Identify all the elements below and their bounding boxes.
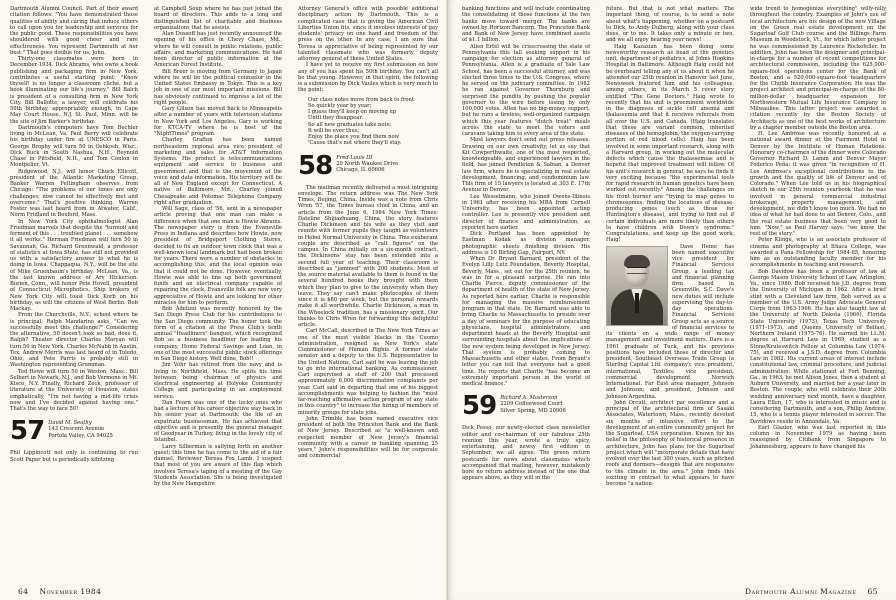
- paragraph: Bob Davidow has been a professor of law at George Mason University School of Law, Arlington, Va., since 1980. Bob received his J.D. degree from the University of Michigan in 1962. After a brief stint with a Cleveland law firm, Bob served as a member of the U.S. Army Judge Advocate General Corps from 1963-1966. He has also taught law at the University of North Dakota (1966), Florida State University (1973), Texas Tech University (1971-1973), and Queens University of Belfast, Northern Ireland (1975-76). He earned his LL.M. degree at Harvard Law in 1969, studied as a Stone/Kruleswitch Fellow at Columbia Law (1974-75), and received a J.S.D. degree from Columbia Law in 1982. His current areas of interest include constitutional law, criminal procedure, and judicial administration. While stationed at Fort Benning, Ga., in 1963, he met Alison Jones, then a student at Auburn University, and married her a year later in Boston. The couple, who will celebrate their 20th wedding anniversary next month, have a daughter, Laura Ellen, 17, who is interested in music and is considering Dartmouth, and a son, Philip Andrew, 15, who is a tennis player interested in soccer. The Davidows reside in Annandale, Va.: [750, 268, 886, 425]
- class-year: 57: [10, 416, 45, 447]
- paragraph: Ted Rowe will turn 50 in Weston, Mass., Bill Selbert in Newark, N.J., and Bob Vermone in Mt. Kisco, N.Y. Finally, Richard Zeck, professor of literature at the University of Houston, states emphatically, "I'm not having a mid-life crisis now and I've decided against having one." That's the way to face 50!: [10, 368, 139, 412]
- class-year: 59: [462, 391, 497, 422]
- paragraph: Alan Dossoff has just recently announced the opening of his office in Chevy Chase, Md., where he will consult in public relations, public affairs, and marketing communications. He had been director of public information at the American Forest Institute.: [154, 31, 282, 69]
- secretary-name: David M. Seathy: [48, 420, 92, 427]
- paragraph: Dan Fearn was one of the lucky ones who had a lecture of his career objective way back in his senior year at Dartmouth: the life of an expatriate businessman. He has achieved that objective and is presently the general manager of Goodyear in Turkey, living in the lovely city of Istanbul.: [154, 399, 282, 444]
- paragraph: The mailman recently delivered a most intriguing envelope. The return address was The New York Times, Beijing, China. Inside was a note from Chris Wren '57, the Times bureau chief in China, and an article from the June 6, 1984 New York Times: Dateline Shijiazhuang, China, the story features Charlie Dickinson and his wife as they visit and reunite with former pupils they taught as volunteers in Hebei Normal University in China. This exuberant couple are described as "cult figures" on the campus. In China initially on a six-month contract, the Dickinsons' stay has been extended into a second full year of teaching. Their classroom is described as "jammed" with 200 students. Most of the source material available to them is found in the several hundred books they brought with them which they plan to give to the university when they leave. They say can't make photocopies of them since it is $80 per week, but the personal rewards make it all worthwhile. Charlie Dickinson, a man in the Wheelock tradition, has a missionary spirit. Our thanks to Chris Wren for forwarding this delightful article.: [298, 184, 438, 328]
- paragraph: John Orcutt, architect par excellence and a principal of the architectural firm of Sasaki Associates, Watertown, Mass., recently devoted six months of intensive effort to the development of an entire community project for the Sugarloaf, USA corporation. Known for his belief in the philosophy of historical presence in architecture, John has plans for the Sugarloaf project which will "incorporate details that have evolved over the last 300 years, such as pitched roofs and dormers—designs that are responsive to the climate in the area." John finds this exciting in contrast to what appears to have become "a nation-: [606, 399, 734, 487]
- left-page-number: 64: [18, 587, 29, 596]
- paragraph: H. Lee Ambrose was recently honored at a national award dinner at the Fairmont Hotel in Denver by the Institute of Human Relations. Honorary co-chairmen of the dinner were Colorado Governor Richard D. Lamm and Denver Mayor Federico Peña; it was given "in recognition of H. Lee Ambrose's exceptional contributions to the growth and the quality of life of Denver and of Colorado." When Lee told us in his biographical sketch in our 25th reunion yearbook that he was involved in general commercial industrial brokerage, property management, and development, we didn't know too much. We had no idea of what he had done to aid Denver, Colo., and the real estate business that been very good to him. "Now," as Paul Harvey says, "we know the rest of the story.": [750, 131, 886, 237]
- paragraph: Dave Heine has been named executive vice president for Financial Services Group, a leading tax and financial planning firm based in Greenville, S.C. Dave's new duties will include supervising the day-to-day operations. Financial Services Group acts as a source of financial services to its clients on a wide range of money management and investment matters. Dave is a 1961 graduate of Tuck, and his previous positions have included those of director and president, Southeast Overseas Trade Group (a Sterling Capital Ltd. company); vice president, international, Textiles; vice president, commercial development, Norwich International. Far East area manager, Johnson and Johnson; and president, Johnson and Johnson Argentina.: [606, 243, 734, 400]
- paragraph: Charley Grafton has been named northeastern regional area vice president of marketing and sales for AT&T Information Systems. His product is telecommunications equipment and service to business and government and that is the movement of the voice and data information. His territory will be all of New England except for Connecticut. A native of Baltimore, Md., Charley joined Chesapeake and Potomac Telephone Company right after graduation.: [154, 137, 282, 206]
- paragraph: I have yet to receive my first submission on how any of you has spent his 50th birthday. You can't all be that young. However, in that spirit, the following is a submission by Dick Vaules which is very much to the point:: [298, 62, 438, 94]
- paragraph: Will Sage, class of '56, sent in a newspaper article proving that one man can make a difference when that one man is Howie Abrams. The newspaper story is from the Evansville Press in Indiana and describes how Howie, now president of Bridgeport Clothing Stores, decided to fix an outdoor town clock that was a well-known local landmark but had been broken for years. There were a number of obstacles in accomplishing this, and the local opinion was that it could not be done. However, eventually, Howie was able to line up both government funds and an electrical company capable of repairing the clock. Evansville folk are now very appreciative of Howie and are looking for other miracles for him to perform.: [154, 206, 282, 306]
- secretary-city: Chicago, IL 60606: [336, 166, 385, 173]
- paragraph: Allen Ertel will be crisscrossing the state of Pennsylvania this fall seeking support in his campaign for election as attorney general of Pennsylvania. Allen is a graduate of Yale Law School, has been a successful attorney, and was elected three times to the U.S. Congress, where he served on the judiciary committee. In 1982 he ran against Governor Thornburg and surprised the pundits by pushing the popular governor to the wire before losing by only 100,000 votes. Allen has no big-money support, but he runs a tireless, well-organized campaign which this year features "dutch treat" meals across the state to meet the voters and caravans taking him to every area of the state.: [462, 43, 590, 137]
- paragraph: In New York City ophthalmologist Alan Friedman marvels that despite the "turmoil and ferment of this . . . troubled planet . . . somehow it all works." Herman Friedman will turn 50 in Savannah, Ga. Richard Greenwald, a professor of statistics at Iowa State, has still not provided us with a satisfactory answer to what he is doing in Iowa. Chappaqua, N.Y., will be the site of Mike Gruenbaum's birthday. McLean, Va., is the last known address of Arv Hickerson. Burien, Conn., will honor Pete Hovell, president of Connecticut Microphotics. Ship brokers of New York City will toast Dick Korb on his birthday, as will the citizens of West Berlin. Bob Mackay.: [10, 218, 138, 312]
- paragraph: Dick Portland has been appointed by Eastman Kodak as division manager, photographic sheets finishing division. His address is 10 Birling Gap, Fairport, NY.: [462, 231, 590, 256]
- poem: [308, 97, 438, 147]
- paragraph: From the Churchville, N.Y., school where he is principal, Ralph Mandarino asks, "Can we successfully meet this challenge?" Considering the alternative, 50 doesn't look so bad, does it, Ralph? Theater director Charles Maryan will turn 50 in New York, Charles McNabb in Austin, Tex. Andrew Merris was last heard of in Toledo, Ohio, and Pete Parris is probably still in Washington representing Grumman.: [10, 312, 138, 369]
- paragraph: banking functions and will include coordinating the consolidating of those functions at the two banks move toward merger. The banks are owned by Horizon Bancorp. The Princeton Bank and Bank of New Jersey have combined assets of $1.1 billion.: [462, 6, 590, 44]
- paragraph: Bob Adelizzi was recently honored by the San Diego Press Club for his contributions to the San Diego community. The honor took the form of a citation at the Press Club's tenth annual "Headliners" banquet, which recognized Bob as a business headliner for leading his company, Home Federal Savings and Loan, in one of the most successful public stock offerings in San Diego history. Well done, Bob!!: [154, 306, 282, 362]
- left-column-2: [154, 6, 282, 487]
- class-secretary-address: [336, 153, 398, 174]
- right-column-1: [462, 6, 590, 482]
- paragraph: Thirty-one classmates were born in December 1934. Dick Abrams, who owns a book publishing and packaging firm in New York, contributes a useful starting point: "Know thyself! is no longer a classroom cliché, but a book illuminating our life's journey." Bill Balch is president of a consulting firm in New York City. Bill Ballotte, a lawyer, will celebrate his 50th birthday, appropriately enough, in Cape May Court House, N.J. St. Paul, Minn. will be the site of Jim Barker's birthday.: [10, 56, 138, 125]
- paragraph: wide trend to homogenize everything" willy-nilly throughout the country. Examples of John's use of local architecture are his design of the new Village on the Green real estate development on the Sugarloaf Golf Club course and the Billings Farm Museum in Woodstock, Vt., for which latter project he was commissioned by Laurence Rockefeller. In addition, John has been the designer and principal-in-charge for a number of recent competitions for architectural commission, including the 625,000-square-foot operations center for the Bank of Boston, and a 520,000-square-foot headquarters for the Chubb Insurance Corporation. He was the project architect and principal-in-charge of the 80-million-dollar headquarter expansion for Northwestern Mutual Life Insurance Company in Milwaukee. This latter project was awarded a citation recently by the Boston Society of Architects as one of the best works of architecture by a chapter member outside the Boston area.: [750, 6, 886, 131]
- portrait-photo: [606, 246, 668, 326]
- left-page-footer: [10, 587, 101, 596]
- poem-line: I guess they'll keep on moving up: [308, 109, 397, 115]
- class-secretary-address: [500, 393, 566, 414]
- paragraph: Larry Silberman is sallying forth on another quest; this time he has come to the aid of a fair damsel, Reviewer Teresa Fox Lamb. I suspect that most of you are aware of this flap which involves Teresa's taping of a meeting of the Gay Students Association. She is being investigated by the New Hampshire: [154, 443, 282, 487]
- paragraph: Jim Vohr has retired from the navy and is living in Northfield, Mass. He splits his time between being chairman of physics and electrical engineering at Holyoke Community College and participating in an employment service.: [154, 362, 282, 400]
- class-secretary-address: [48, 418, 113, 439]
- secretary-street: 20 North Waukee Drive: [336, 160, 399, 167]
- paragraph: Most lawyers don't send out press releases. Drawing on our own creativity, let us say that Kit Cowperthwaite, one of the most respected, knowledgeable, and experienced lawyers in the field, has joined Pendleton & Sabian, a Denver law firm, where he is specializing in real estate development, financing, and condominium law. This firm of 15 lawyers is located at 303 E. 17th Avenue in Denver.: [462, 137, 590, 194]
- right-page-footer: [745, 587, 886, 596]
- poem-line: Until they disappear.: [308, 115, 363, 122]
- paragraph: Carl McCall, described in The New York Times as one of the most visible blacks in the Cuomo administration, resigned as New York's state Commissioner of Human Rights. A former state senator and a deputy to the U.S. Representative to the United Nations, Carl said he was leaving the job to go into international banking. As commissioner, Carl supervised a staff of 200 that processed approximately 6,000 discrimination complaints per year. Carl said in departing that one of his biggest accomplishments was helping to fashion the "most far-reaching affirmative action program of any state in this country" to increase the hiring of members of minority groups for state jobs.: [298, 328, 438, 416]
- poem-line: So all new graduates take note;: [308, 121, 392, 128]
- paragraph: Lee Wesselmann, who joined Owens-Illinois in 1961 after receiving his MBA from Cornell University, has been appointed acting controller. Lee is presently vice president and director of finance and administration, as reported here earlier.: [462, 193, 590, 231]
- paragraph: Phil Lippincott not only is continuing to run Scott Paper but is periodically kibitzing: [10, 450, 138, 463]
- paragraph: Earl Glazier, who was last reported in this column in November 1979 as having been reassigned by Citibank from Singapore to Johannesburg, appears to have changed his: [750, 424, 886, 450]
- left-column-3: [298, 6, 438, 460]
- paragraph: John Trimble has been named executive vice president of both the Princeton Bank and the Bank of New Jersey. Described as "a well-known and respected member of New Jersey's financial community with a career in banking spanning 25 years," John's responsibilities will be for corporate and commercial: [298, 415, 438, 460]
- secretary-name: Richard A. Masterson: [500, 395, 558, 402]
- secretary-city: Portola Valley, CA 94025: [48, 432, 113, 439]
- paragraph: When Dr. Bryant Barnard, president of the Evelyn Lilly Lutz Foundation, Beverly Hospital, Beverly, Mass., set out for the 25th reunion, he was in for a pleasant surprise. He ran into Charlie Pierce, deputy commissioner of the department of health of the state of New Jersey. As reported here earlier, Charlie is responsible for managing the massive reimbursement program in that state. Dr. Barnard was able to bring Charlie to Massachusetts to preside over a day of seminars for the purpose of educating physicians, hospital administrators, and department heads at the Beverly Hospital and surrounding hospitals about the implications of the new system being developed in New Jersey. That system is probably coming to Massachusetts and other states. From Bryant's letter you can tell that everyone had a good time. He reports that Charlie "has become an extremely important person in the world of medical finance.": [462, 256, 590, 387]
- paragraph: Dartmouth's computers have Tom Bechler living in McLean, Va. Paul Berry will celebrate his birthday under fire at UNESCO in Paris. George Brophy will turn 50 in Oshkosh, Wisc., Dick Buck in South Nashua, N.H., Reynold Chase in Pittsfield, N.H., and Tom Conlon in Montpelier, Vt.: [10, 124, 138, 169]
- paragraph: at Campbell Soup where he has just joined the board of directors. This adds to a long and distinguished list of charitable and business organizations that he assists.: [154, 6, 282, 31]
- left-column-1: [10, 6, 138, 463]
- poem-line: Enjoy the place you find them now: [308, 134, 400, 140]
- class-heading: [10, 416, 138, 447]
- right-column-3: [750, 6, 886, 450]
- paragraph: Haig Kazazian has been doing some newsworthy research as head of the genetics unit, department of pediatrics, at Johns Hopkins Hospital in Baltimore. Although Haig could not be overheard telling any of us about it when he attended our 25th reunion in Hanover last June, Newsweek featured him and his colleagues, among others, in its March 5 cover story entitled "The Gene Doctors." Haig wrote to recently that his unit is preeminent worldwide in the diagnosis of sickle cell anemia and thalassemia and that it receives referrals from all over the U.S. and Canada. (Haig translates that these are variant common, inherited diseases of the hemoglobin, the oxygen-carrying portion of red blood cells). Haig has been involved in some important research, along with a Harvard group, in working out the molecular defects which cause the thalassemias and is hopeful that improved treatment will follow. Of his unit's research in general, he says he finds it very exciting because "the experimental tools for rapid research in human genetics have been worked out recently." Among the challenges on his front burner are "trying to map genes to chromosomes, finding the locations of disease-producing genes (such as those for Huntington's disease), and trying to find out if certain individuals are more likely than others to have children with Down's syndrome." Congratulations, and keep up the good work, Haig!: [606, 43, 734, 244]
- paragraph: future. But that is not what matters. The important thing, of course, is to send a note about what's happening, whether on a postcard to Dick, to Andy Dulberg, along with your class dues, or to me. It takes only a minute or two, and we all enjoy hearing your news!: [606, 6, 734, 44]
- poem-line: 'Cause that's not where they'll stay.: [308, 140, 402, 147]
- secretary-city: Silver Spring, MD 20906: [500, 407, 566, 414]
- paragraph: Ridgewood, N.J., will honor Chuck Ellicott, president of the Atlantic Marketing Group. Banker Warren Feltingham observes from Chicago: "The problems of our times are only challenges, now cannot be effectively met and overcome." That's positive thinking. Warren Foster was last heard from in Atwater, Calif., Norm Fridland in Boxford, Mass.: [10, 168, 138, 219]
- right-column-2: [606, 6, 734, 487]
- paragraph: Gary Gilson has moved back to Minneapolis after a number of years with television stations in New York and Los Angeles. Gary is working for KTCA-TV where he is host of the "NightTimes" program.: [154, 106, 282, 137]
- secretary-street: 2209 Coffeewood Court: [500, 401, 563, 408]
- issue-date: November 1984: [39, 587, 102, 596]
- class-year: 58: [298, 150, 333, 181]
- poem-line: Our class notes move from back to front: [308, 96, 414, 103]
- magazine-name: Dartmouth Alumni Magazine: [745, 587, 857, 596]
- paragraph: Dick Pesso, our newly-elected class newsletter editor and co-chairman of our fabulous 25th reunion this year, wrote a truly spicy, entertaining, and newsy first edition in September, we all agree. The green return postcards for news about classmates which accompanied that mailing, however, mistakenly bore no return address instead of the one that appears above, as they will in the: [462, 425, 590, 482]
- secretary-name: Fred Louis III: [336, 154, 373, 161]
- paragraph: Bill Breer is moving from Germany to Japan where he will be the political counselor in the United States Embassy in Tokyo. This is a key job in one of our most important missions. Bill has obviously continued to impress a lot of the right people.: [154, 68, 282, 106]
- class-heading: [462, 391, 590, 422]
- paragraph: Peter Klinge, who is an associate professor of cinema and photography at Ithaca College, was awarded a Pana Fellowship for 1984-85, honoring him as an outstanding faculty member for his accomplishments in teaching and research.: [750, 237, 886, 269]
- poem-line: So quickly year by year;: [308, 102, 372, 109]
- poem-line: It will be ever thus;: [308, 127, 360, 134]
- paragraph: Dartmouth Alumni Council. Part of their award citation follows: "You have demonstrated those qualities of ability and caring that induce others to call upon you for leadership and services for the public good. These responsibilities you have shouldered with good cheer and rare effectiveness. You represent Dartmouth at her best." That goes double for us, John.: [10, 6, 138, 56]
- paragraph: Attorney General's office with possible additional disciplinary action by Dartmouth. This is a complicated case that is giving the American Civil Liberties Union fits, since it involves interests of gay students' privacy on one hand and freedom of the press on the other. In any case, I am sure that Teresa is appreciative of being represented by our talented classmate who was formerly deputy attorney general of these United States.: [298, 6, 438, 62]
- class-heading: [298, 150, 438, 181]
- right-page-number: 65: [867, 587, 878, 596]
- secretary-street: 143 Crescent Avenue: [48, 426, 105, 433]
- right-page: [448, 0, 896, 600]
